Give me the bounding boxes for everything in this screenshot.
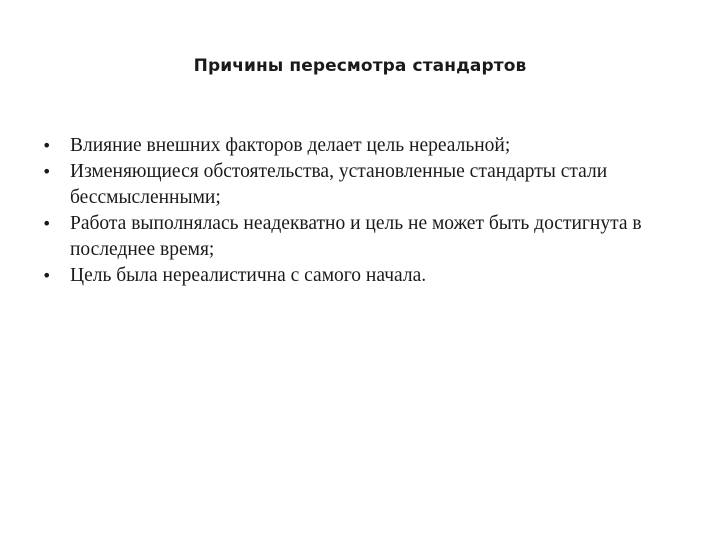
list-item [40, 263, 710, 289]
bullet-text: Работа выполнялась неадекватно и цель не может быть достигнута в последнее время; [70, 213, 642, 260]
bullet-text: Влияние внешних факторов делает цель нереальной; [70, 135, 511, 156]
bullet-icon: • [42, 266, 52, 285]
bullet-icon: • [42, 136, 52, 155]
bullet-text: Изменяющиеся обстоятельства, установленные стандарты стали бессмысленными; [70, 161, 608, 208]
bullet-list [40, 133, 710, 289]
slide-title: Причины пересмотра стандартов [193, 56, 527, 76]
bullet-icon: • [42, 162, 52, 181]
bullet-text: Цель была нереалистична с самого начала. [70, 265, 427, 286]
bullet-icon: • [42, 214, 52, 233]
list-item [40, 133, 710, 159]
list-item [40, 159, 710, 211]
list-item [40, 211, 710, 263]
